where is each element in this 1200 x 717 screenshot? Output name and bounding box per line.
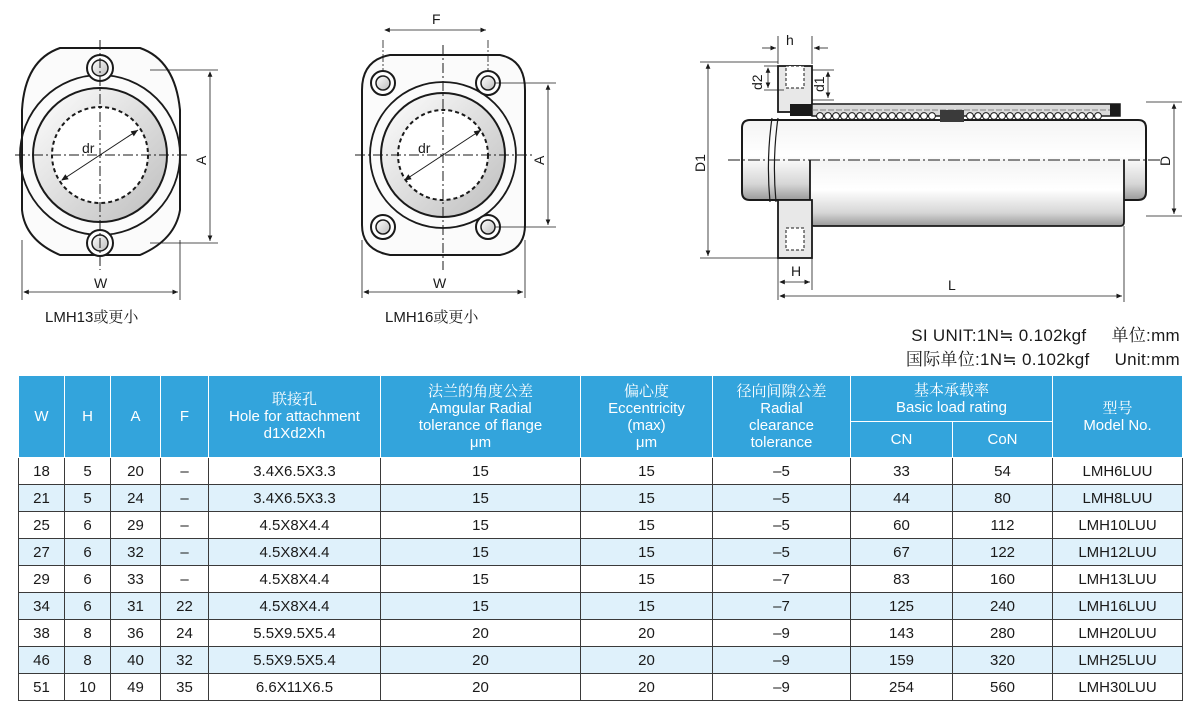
- cell-radial: –5: [713, 512, 851, 539]
- cell-hole: 4.5X8X4.4: [209, 593, 381, 620]
- cell-eccentricity: 20: [581, 620, 713, 647]
- cell-CoN: 320: [953, 647, 1053, 674]
- cell-hole: 3.4X6.5X3.3: [209, 485, 381, 512]
- cell-radial: –9: [713, 647, 851, 674]
- cell-model: LMH12LUU: [1053, 539, 1183, 566]
- cell-H: 10: [65, 674, 111, 701]
- table-row: [19, 458, 1183, 485]
- middle-W-label: W: [433, 275, 447, 291]
- header-model: [1053, 376, 1183, 458]
- cell-CoN: 160: [953, 566, 1053, 593]
- spec-table-body: [19, 458, 1183, 701]
- cell-CN: 254: [851, 674, 953, 701]
- left-drawing-caption: LMH13或更小: [45, 309, 139, 326]
- cell-radial: –5: [713, 458, 851, 485]
- header-model-en: Model No.: [1083, 416, 1152, 434]
- cell-F: 22: [161, 593, 209, 620]
- header-load-en: Basic load rating: [896, 398, 1007, 416]
- side-d1-label: d1: [811, 76, 827, 92]
- cell-H: 6: [65, 539, 111, 566]
- cell-CN: 159: [851, 647, 953, 674]
- cell-hole: 6.6X11X6.5: [209, 674, 381, 701]
- cell-model: LMH25LUU: [1053, 647, 1183, 674]
- cell-CN: 60: [851, 512, 953, 539]
- header-radial-cn: 径向间隙公差: [736, 382, 827, 400]
- cell-A: 40: [111, 647, 161, 674]
- left-W-label: W: [94, 275, 108, 291]
- side-L-label: L: [948, 277, 956, 293]
- header-angular-en1: Amgular Radial: [429, 399, 532, 417]
- cell-radial: –5: [713, 485, 851, 512]
- cell-CN: 44: [851, 485, 953, 512]
- cell-eccentricity: 15: [581, 566, 713, 593]
- cell-W: 21: [19, 485, 65, 512]
- cell-H: 6: [65, 512, 111, 539]
- header-angular-en2: tolerance of flange: [418, 416, 543, 434]
- header-hole: [209, 376, 381, 458]
- cell-angular: 15: [381, 485, 581, 512]
- technical-drawings: [0, 0, 1200, 330]
- cell-model: LMH13LUU: [1053, 566, 1183, 593]
- cell-model: LMH16LUU: [1053, 593, 1183, 620]
- cell-H: 6: [65, 593, 111, 620]
- header-angular-cn: 法兰的角度公差: [427, 382, 533, 400]
- cell-CN: 67: [851, 539, 953, 566]
- table-row: [19, 593, 1183, 620]
- table-row: [19, 647, 1183, 674]
- cell-model: LMH20LUU: [1053, 620, 1183, 647]
- cell-A: 49: [111, 674, 161, 701]
- side-view-drawing: [692, 32, 1182, 302]
- header-hole-cn: 联接孔: [271, 391, 317, 408]
- header-radial-en1: Radial: [760, 399, 803, 417]
- table-row: [19, 566, 1183, 593]
- cell-radial: –9: [713, 674, 851, 701]
- cell-CoN: 122: [953, 539, 1053, 566]
- cell-A: 29: [111, 512, 161, 539]
- units-line-2: [906, 345, 1180, 370]
- table-row: [19, 539, 1183, 566]
- middle-flange-drawing: [355, 11, 556, 298]
- header-ecc-en2: (max): [627, 416, 666, 434]
- header-load-rating: [851, 376, 1053, 422]
- cell-W: 27: [19, 539, 65, 566]
- cell-angular: 20: [381, 674, 581, 701]
- side-d2-label: d2: [749, 74, 765, 90]
- cell-F: –: [161, 512, 209, 539]
- cell-W: 34: [19, 593, 65, 620]
- side-h-label: h: [786, 32, 794, 48]
- cell-A: 20: [111, 458, 161, 485]
- cell-eccentricity: 15: [581, 539, 713, 566]
- header-CoN: CoN: [953, 422, 1053, 458]
- cell-eccentricity: 15: [581, 458, 713, 485]
- cell-angular: 20: [381, 647, 581, 674]
- header-model-cn: 型号: [1102, 399, 1133, 417]
- intl-unit-text: 国际单位:1N≒ 0.102kgf: [905, 350, 1090, 369]
- cell-A: 33: [111, 566, 161, 593]
- cell-CN: 83: [851, 566, 953, 593]
- cell-hole: 4.5X8X4.4: [209, 539, 381, 566]
- middle-A-label: A: [531, 155, 547, 165]
- cell-angular: 15: [381, 539, 581, 566]
- cell-H: 5: [65, 458, 111, 485]
- header-radial-en2: clearance: [748, 416, 815, 434]
- cell-CoN: 240: [953, 593, 1053, 620]
- header-hole-sub: d1Xd2Xh: [263, 425, 326, 442]
- header-eccentricity: [581, 376, 713, 458]
- cell-W: 38: [19, 620, 65, 647]
- cell-hole: 3.4X6.5X3.3: [209, 458, 381, 485]
- cell-radial: –9: [713, 620, 851, 647]
- cell-W: 29: [19, 566, 65, 593]
- header-ecc-unit: μm: [635, 433, 658, 451]
- drawings-svg: [0, 0, 1200, 330]
- cell-W: 46: [19, 647, 65, 674]
- cell-A: 24: [111, 485, 161, 512]
- si-unit-text: SI UNIT:1N≒ 0.102kgf: [911, 326, 1087, 345]
- cell-CoN: 80: [953, 485, 1053, 512]
- header-angular-unit: μm: [469, 433, 492, 451]
- side-H-label: H: [791, 263, 802, 279]
- cell-CN: 125: [851, 593, 953, 620]
- cell-angular: 20: [381, 620, 581, 647]
- header-A: A: [111, 376, 161, 458]
- cell-F: 35: [161, 674, 209, 701]
- cell-eccentricity: 15: [581, 593, 713, 620]
- cell-CoN: 54: [953, 458, 1053, 485]
- cell-eccentricity: 20: [581, 674, 713, 701]
- cell-angular: 15: [381, 512, 581, 539]
- middle-drawing-caption: LMH16或更小: [385, 309, 479, 326]
- cell-eccentricity: 15: [581, 512, 713, 539]
- cell-H: 5: [65, 485, 111, 512]
- header-load-cn: 基本承载率: [913, 381, 989, 399]
- header-radial: [713, 376, 851, 458]
- unit-cn-text: 单位:mm: [1111, 326, 1180, 345]
- cell-hole: 5.5X9.5X5.4: [209, 620, 381, 647]
- cell-radial: –7: [713, 593, 851, 620]
- cell-CN: 33: [851, 458, 953, 485]
- cell-W: 25: [19, 512, 65, 539]
- cell-F: –: [161, 458, 209, 485]
- units-line-1: [911, 321, 1180, 346]
- table-row: [19, 674, 1183, 701]
- cell-radial: –5: [713, 539, 851, 566]
- cell-H: 8: [65, 620, 111, 647]
- cell-A: 36: [111, 620, 161, 647]
- cell-eccentricity: 20: [581, 647, 713, 674]
- side-D-label: D: [1157, 155, 1173, 166]
- cell-hole: 5.5X9.5X5.4: [209, 647, 381, 674]
- cell-model: LMH10LUU: [1053, 512, 1183, 539]
- header-H: H: [65, 376, 111, 458]
- cell-CoN: 280: [953, 620, 1053, 647]
- side-D1-label: D1: [692, 154, 708, 172]
- unit-en-text: Unit:mm: [1114, 350, 1180, 369]
- cell-H: 8: [65, 647, 111, 674]
- left-dr-label: dr: [82, 140, 95, 156]
- header-hole-en: Hole for attachment: [229, 408, 360, 425]
- header-angular: [381, 376, 581, 458]
- cell-F: –: [161, 566, 209, 593]
- cell-F: 24: [161, 620, 209, 647]
- cell-A: 32: [111, 539, 161, 566]
- header-ecc-cn: 偏心度: [623, 382, 669, 400]
- cell-model: LMH30LUU: [1053, 674, 1183, 701]
- header-ecc-en1: Eccentricity: [608, 399, 685, 417]
- cell-eccentricity: 15: [581, 485, 713, 512]
- table-row: [19, 512, 1183, 539]
- header-radial-en3: tolerance: [750, 433, 813, 451]
- cell-CoN: 112: [953, 512, 1053, 539]
- cell-hole: 4.5X8X4.4: [209, 512, 381, 539]
- cell-A: 31: [111, 593, 161, 620]
- table-row: [19, 485, 1183, 512]
- cell-angular: 15: [381, 566, 581, 593]
- header-CN: CN: [851, 422, 953, 458]
- cell-hole: 4.5X8X4.4: [209, 566, 381, 593]
- cell-F: –: [161, 539, 209, 566]
- left-A-label: A: [193, 155, 209, 165]
- middle-F-label: F: [432, 11, 441, 27]
- left-flange-drawing: [15, 40, 218, 300]
- cell-angular: 15: [381, 593, 581, 620]
- cell-model: LMH6LUU: [1053, 458, 1183, 485]
- cell-angular: 15: [381, 458, 581, 485]
- cell-radial: –7: [713, 566, 851, 593]
- cell-W: 18: [19, 458, 65, 485]
- cell-F: 32: [161, 647, 209, 674]
- table-row: [19, 620, 1183, 647]
- cell-F: –: [161, 485, 209, 512]
- cell-CN: 143: [851, 620, 953, 647]
- cell-CoN: 560: [953, 674, 1053, 701]
- cell-H: 6: [65, 566, 111, 593]
- header-F: F: [161, 376, 209, 458]
- cell-W: 51: [19, 674, 65, 701]
- header-W: W: [19, 376, 65, 458]
- spec-table: [18, 375, 1183, 701]
- middle-dr-label: dr: [418, 140, 431, 156]
- cell-model: LMH8LUU: [1053, 485, 1183, 512]
